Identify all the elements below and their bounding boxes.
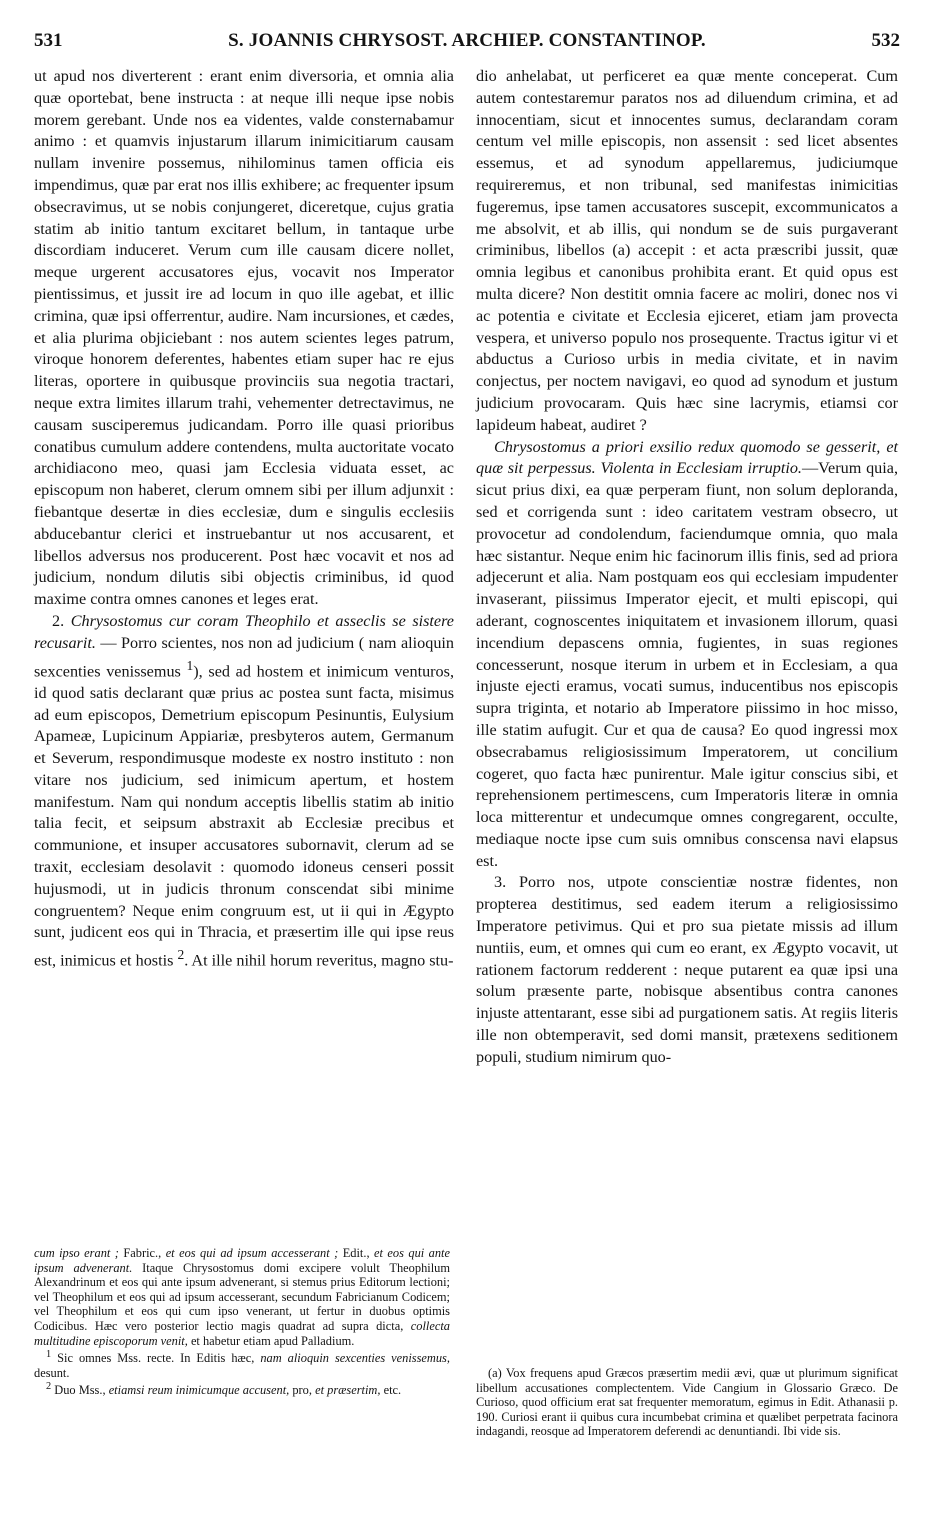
left-column [34, 66, 454, 972]
footnote-italic-3: et eos qui ante ipsum advenerant. [34, 1246, 450, 1275]
section-2-text-c: . At ille nihil horum reveritus, magno stu- [184, 951, 454, 970]
footnote-1-text-a: Sic omnes Mss. recte. In Editis hæc, [57, 1351, 255, 1366]
footnote-2-text-b: pro, [292, 1383, 312, 1398]
footnote-a-text: Vox frequens apud Græcos præsertim medii ævi, quæ ut plurimum significat libellum accusationes complectentem. Vide Cangium in Glossario Græco. De Curioso, quod officium erat sat frequenter memoratum, egimus in Edit. Athanasii p. 190. Curiosi erant ii quibus cura incumbebat crimina et quælibet perpetrata facinora indagandi, reosque ad Imperatorem deferendi ac denuntiandi. Ibi vide sis. [476, 1366, 899, 1439]
right-paragraph-1-text-a: dio anhelabat, ut perficeret ea quæ mente conceperat. Cum autem contestaremur paratos nos ad diluendum crimina, et ad innocentiam, sicut et innocentes sumus, declarandam coram centum vel mille episcopis, non assensit : sed licet absentes essemus, et ad synodum appellaremus, judiciumque requireremus, et non tribunal, sed manifestas inimicitias fugeremus, ipse tamen accusatores suscepit, excommunicatos a me absolvit, et ab illis, qui nondum se de suis purgaverant criminibus, libellos [476, 67, 898, 260]
footnote-2 [34, 1380, 450, 1398]
footnote-2-text-a: Duo Mss., [54, 1383, 106, 1398]
footnote-2-italic-a: etiamsi reum inimicumque accusent, [108, 1383, 290, 1398]
right-paragraph-1 [476, 66, 898, 437]
section-heading-2: Chrysostomus cur coram Theophilo et asseclis se sistere recusarit. [34, 611, 454, 652]
right-paragraph-1-text-b: accepit : et acta præscribi jussit, quæ omnia legibus et canonibus prohibita erant. Et quid opus est multa dicere? Non destitit omnia facere ac moliri, donec nos vi ac potentia e civitate et Ecclesia ejiceret, etiam jam provecta vespera, et universo populo nos prosequente. Tractus igitur vi et abductus a Curioso urbis in media civitate, et in navim conjectus, per noctem navigavi, eo quod ad synodum et justum judicium provocaram. Quis hæc sine lacrymis, etiamsi cor lapideum habeat, audiret ? [476, 241, 899, 434]
footnote-2-italic-b: et præsertim, [315, 1383, 381, 1398]
right-column [476, 66, 898, 1069]
section-2-text-a: — Porro scientes, nos non ad judicium ( nam alioquin sexcenties venissemus [34, 633, 455, 680]
footnote-marker-a: (a) [612, 241, 631, 260]
left-paragraph-1: ut apud nos diverterent : erant enim diversoria, et omnia alia quæ oportebat, bene instructa : at neque illi neque ipse nobis morem gerebant. Unde nos ea videntes, valde consternabamur animo : et quamvis injustarum illarum inimicitiarum causam nullam invenire possemus, nihilominus tamen officia eis impendimus, quæ par erat nos illis exhibere; ac frequenter ipsum obsecravimus, ut se nobis conjungeret, diceretque, cujus gratia statim ab initio tantum excitaret bellum, in tantaque urbe discordiam induceret. Verum cum ille causam dicere nollet, meque urgerent accusatores ejus, vocavit nos Imperator pientissimus, et jussit ire ad locum in quo ille agebat, et illic crimina, quæ ipsi offerrentur, audire. Nam incursiones, et cædes, et alia plurima objiciebant : nos autem scientes leges patrum, viroque honorem deferentes, habentes etiam super hac re ejus literas, oportere in quibusque provinciis sua negotia tractari, neque extra limites illarum trahi, vehementer detrectavimus, ne causam susciperemus judicandam. Porro ille quasi prioribus conatibus cumulum addere contendens, multa auctoritate vocato archidiacono meo, quasi jam Ecclesia viduata esset, ac episcopum non haberet, clerum omnem sibi per illum adjunxit : fiebantque desertæ in dies ecclesiæ, dum e singulis ecclesiis abducebantur clerici et instruebantur ut nos accusarent, et libellos adversus nos producerent. Post hæc vocavit et nos ad judicium, nondum dilutis sibi objectis criminibus, id quod maxime contra omnes canones et leges erat. [34, 67, 454, 609]
page-number-right: 532 [871, 30, 900, 51]
footnote-continued [34, 1246, 450, 1348]
footnote-2-text-c: etc. [383, 1383, 402, 1398]
footnote-2-marker: 2 [46, 1381, 52, 1393]
left-paragraph-2 [34, 611, 454, 973]
footnote-a-marker: (a) [488, 1366, 502, 1380]
section-2-text-b: ), sed ad hostem et inimicum venturos, id quod satis declarant quæ prius ac postea sunt facta, misimus ad eum episcopos, Demetrium episcopum Pesinuntis, Eulysium Apameæ, Lupicinum Appiariæ, presbyteros autem, Germanum et Severum, respondimusque modeste ex nostro instituto : non vitare nos judicium, sed inimicum apertum, et hostem manifestum. Nam qui nondum acceptis libellis statim ab initio talia fecit, et seipsum abstraxit ab Ecclesiæ precibus et communione, et insuper accusatores subornavit, clerum ad se traxit, ecclesiam desolavit : quomodo idoneus censeri possit hujusmodi, ut in judicis thronum conscendat sibi minime congruentem? Neque enim congruum est, ut ii qui in Ægypto sunt, judicent eos qui in Thracia, et præsertim ille qui ipse reus est, inimicus et hostis [34, 661, 454, 970]
footnote-1-italic: nam alioquin sexcenties venissemus, [260, 1351, 450, 1366]
footnotes-right [476, 1366, 898, 1439]
footnote-1-marker: 1 [46, 1349, 52, 1361]
footnote-text-2: Edit., [342, 1246, 370, 1260]
footnote-italic-1: cum ipso erant ; [34, 1246, 119, 1260]
section-number-3: 3. [494, 873, 507, 892]
footnote-1 [34, 1348, 450, 1380]
footnote-text-3: Itaque Chrysostomus domi excipere volult Theophilum Alexandrinum et eos qui ante ipsum advenerant, si stemus prius Editorum lectioni; vel Theophilum et eos qui ad ipsum accesserant, secundum Fabricianum Codicem; vel Theophilum et eos qui cum ipso venerant, ut fertur in duobus optimis Codicibus. Hæc vero posterior lectio magis quadrat ad supra dicta, [34, 1260, 450, 1333]
section-heading-chrysostomus-redux: Chrysostomus a priori exsilio redux quomodo se gesserit, et quæ sit perpessus. Violenta in Ecclesiam irruptio. [476, 437, 898, 478]
footnotes-left [34, 1246, 450, 1398]
footnote-italic-2: et eos qui ad ipsum accesserant ; [165, 1246, 339, 1260]
footnote-marker-2: 2 [177, 947, 185, 963]
right-paragraph-2 [476, 437, 898, 873]
right-paragraph-3 [476, 872, 898, 1068]
footnote-1-text-b: desunt. [34, 1365, 70, 1380]
page-number-left: 531 [34, 30, 63, 51]
right-paragraph-2-text: —Verum quia, sicut prius dixi, ea quæ perperam fiunt, non solum deploranda, sed et corrigenda sunt : ideo caritatem vestram obsecro, ut provocetur ad condolendum, faciendumque omnia, quo mala hæc sistantur. Neque enim hic facinorum illis finis, sed ad priora adjecerunt et alia. Nam postquam eos qui ecclesiam impudenter invaserant, piissimus Imperator ejecit, et multi episcopi, qui aderant, cognoscentes iniquitatem et invasionem illorum, quasi incendium depascens omnia, fugientes, in suas regiones concesserunt, nosque iterum in urbem et in Ecclesiam, a qua injuste ejecti eramus, vocati sumus, inducentibus nos episcopis supra triginta, et notario ab Imperatore piissimo in hoc misso, ille statim aufugit. Cur et qua de causa? Eo quod ingressi mox obsecrabamus religiosissimum Imperatorem, ut concilium cogeret, quo facta hæc punirentur. Male igitur conscius sibi, et reprehensionem pertimescens, cum Imperatoris literæ in omnia loca mitterentur et undecumque omnes congregarent, occulte, mediaque nocte ipse cum suis omnibus conscensa navi elapsus est. [476, 459, 898, 870]
footnote-a [476, 1366, 898, 1439]
footnote-marker-1: 1 [186, 657, 194, 673]
right-paragraph-3-text: Porro nos, utpote conscientiæ nostræ fidentes, non propterea destitimus, sed eadem iterum a religiosissimo Imperatore petivimus. Qui et pro sua pietate missis ad illum nuntiis, eum, et omnes qui cum eo erant, ex Ægypto vocavit, ut rationem factorum redderent : neque putarent ea quæ ipsi una solum præsente parte, nobisque absentibus contra canones injuste attentarant, esse sibi ad purgationem satis. At regiis literis ille non obtemperavit, sed domi mansit, prætexens seditionem populi, studium nimirum quo- [476, 873, 899, 1066]
section-number-2: 2. [52, 611, 65, 630]
running-title: S. JOANNIS CHRYSOST. ARCHIEP. CONSTANTINOP. [228, 30, 706, 51]
footnote-italic-4: collecta multitudine episcoporum venit, [34, 1318, 450, 1348]
footnote-text-1: Fabric., [123, 1246, 162, 1260]
footnote-text-4: et habetur etiam apud Palladium. [190, 1333, 355, 1348]
running-header [34, 30, 900, 60]
